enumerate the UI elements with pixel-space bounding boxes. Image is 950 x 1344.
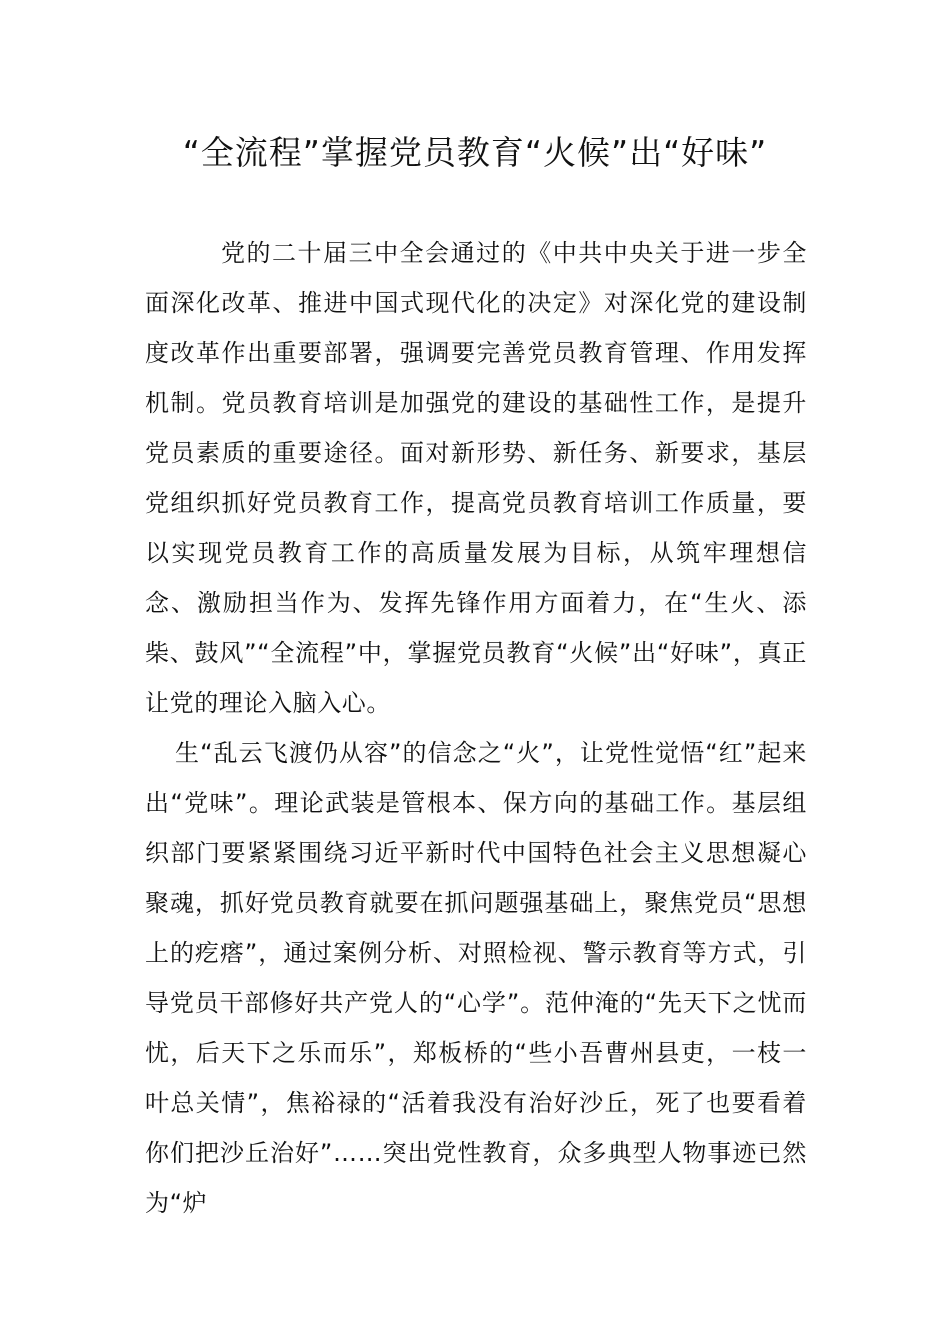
- document-body: [145, 228, 807, 1228]
- document-title: “全流程”掌握党员教育“火候”出“好味”: [182, 133, 768, 172]
- paragraph-belief-fire: 生“乱云飞渡仍从容”的信念之“火”，让党性觉悟“红”起来出“党味”。理论武装是管根本、保方向的基础工作。基层组织部门要紧紧围绕习近平新时代中国特色社会主义思想凝心聚魂，抓好党员教育就要在抓问题强基础上，聚焦党员“思想上的疙瘩”，通过案例分析、对照检视、警示教育等方式，引导党员干部修好共产党人的“心学”。范仲淹的“先天下之忧而忧，后天下之乐而乐”，郑板桥的“些小吾曹州县吏，一枝一叶总关情”，焦裕禄的“活着我没有治好沙丘，死了也要看着你们把沙丘治好”……突出党性教育，众多典型人物事迹已然为“炉: [145, 739, 807, 1217]
- paragraph-intro: 党的二十届三中全会通过的《中共中央关于进一步全面深化改革、推进中国式现代化的决定》对深化党的建设制度改革作出重要部署，强调要完善党员教育管理、作用发挥机制。党员教育培训是加强党的建设的基础性工作，是提升党员素质的重要途径。面对新形势、新任务、新要求，基层党组织抓好党员教育工作，提高党员教育培训工作质量，要以实现党员教育工作的高质量发展为目标，从筑牢理想信念、激励担当作为、发挥先锋作用方面着力，在“生火、添柴、鼓风”“全流程”中，掌握党员教育“火候”出“好味”，真正让党的理论入脑入心。: [145, 239, 807, 717]
